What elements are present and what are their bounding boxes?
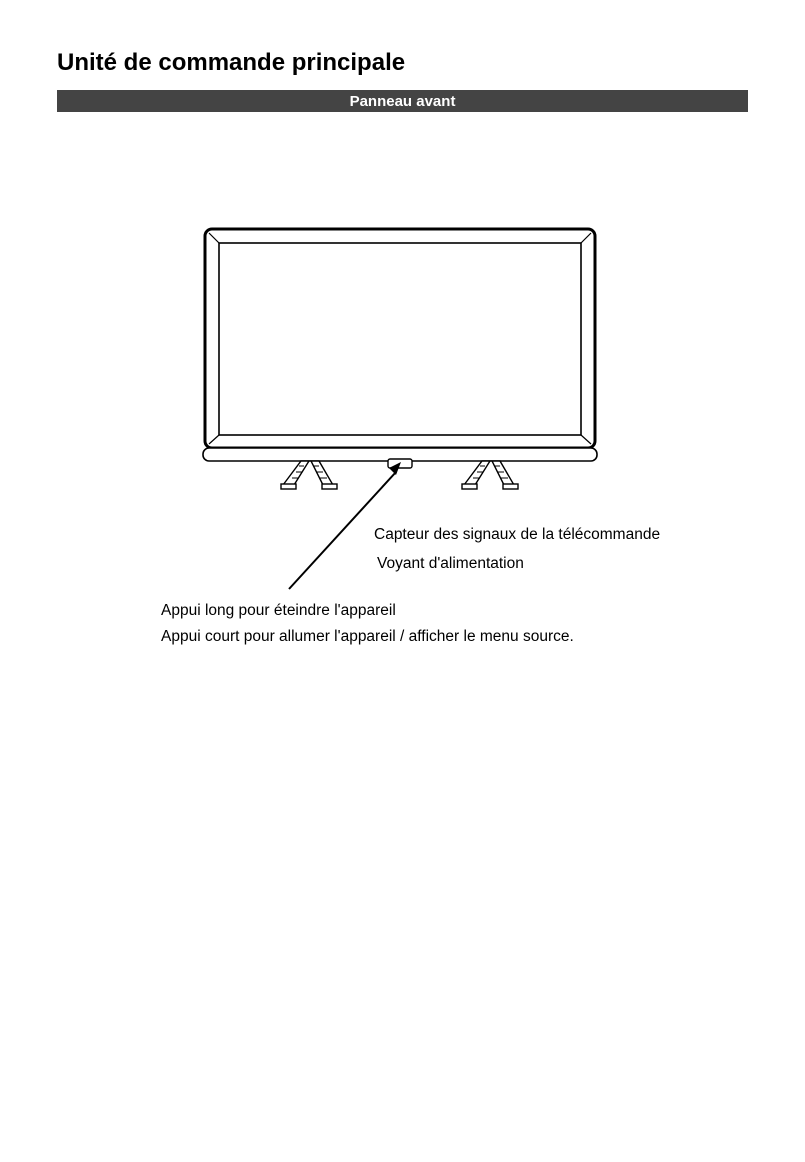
- label-power-indicator: Voyant d'alimentation: [377, 555, 524, 572]
- label-short-press: Appui court pour allumer l'appareil / afficher le menu source.: [161, 628, 574, 645]
- corner-tick: [581, 233, 591, 243]
- corner-tick: [209, 233, 219, 243]
- tv-stand-right: [462, 461, 518, 489]
- tv-screen: [219, 243, 581, 435]
- corner-tick: [209, 435, 219, 444]
- page-title: Unité de commande principale: [57, 49, 406, 76]
- section-banner-label: Panneau avant: [349, 92, 456, 110]
- label-remote-sensor: Capteur des signaux de la télécommande: [374, 526, 661, 543]
- tv-outer-frame: [205, 229, 595, 448]
- corner-tick: [581, 435, 591, 444]
- tv-stand-left: [281, 461, 337, 489]
- label-long-press: Appui long pour éteindre l'appareil: [161, 602, 396, 619]
